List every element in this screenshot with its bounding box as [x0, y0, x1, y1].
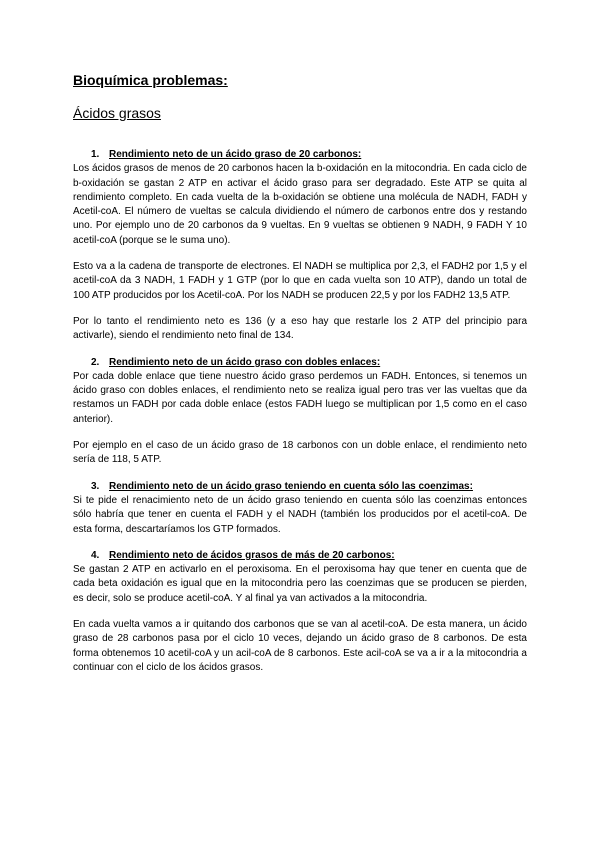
document-body	[73, 148, 527, 675]
section-1-number: 1.	[91, 149, 100, 160]
section-1-paragraph-3: Por lo tanto el rendimiento neto es 136 (y a eso hay que restarle los 2 ATP del principio para activarle), siendo el rendimiento neto final de 134.	[73, 315, 527, 342]
section-1	[73, 148, 527, 344]
section-4-heading-text: Rendimiento neto de ácidos grasos de más de 20 carbonos:	[109, 549, 395, 561]
section-3-heading	[73, 480, 527, 494]
section-2-heading-text: Rendimiento neto de un ácido graso con dobles enlaces:	[109, 356, 381, 368]
section-1-heading-text: Rendimiento neto de un ácido graso de 20 carbonos:	[109, 149, 362, 160]
section-4-number: 4.	[91, 549, 100, 561]
section-4-heading	[73, 549, 527, 563]
section-4-paragraph-2: En cada vuelta vamos a ir quitando dos carbonos que se van al acetil-coA. De esta manera, un ácido graso de 28 carbonos pasa por el ciclo 10 veces, dejando un ácido graso de 8 carbonos. De esta forma obtenemos 10 acetil-coA y un acil-coA de 8 carbonos. Este acil-coA se va a ir a la mitocondria a continuar con el ciclo de los ácidos grasos.	[73, 619, 527, 673]
section-2-paragraph-2: Por ejemplo en el caso de un ácido graso de 18 carbonos con un doble enlace, el rendimiento neto sería de 118, 5 ATP.	[73, 440, 527, 466]
section-2-number: 2.	[91, 356, 100, 368]
section-4	[73, 549, 527, 675]
section-1-paragraph-2: Esto va a la cadena de transporte de electrones. El NADH se multiplica por 2,3, el FADH2 por 1,5 y el acetil-coA da 3 NADH, 1 FADH y 1 GTP (por lo que en cada vuelta son 10 ATP), dando un total de 100 ATP producidos por los Acetil-coA. Por los NADH se producen 22,5 y por los FADH2 13,5 ATP.	[73, 261, 527, 301]
section-3-number: 3.	[91, 480, 100, 492]
section-1-heading	[73, 148, 527, 162]
document-subtitle: Ácidos grasos	[73, 105, 161, 121]
section-2-paragraph-1: Por cada doble enlace que tiene nuestro ácido graso perdemos un FADH. Entonces, si tenemos un ácido graso con dobles enlaces, el rendimiento neto se realiza igual pero tras ver las vueltas que da restamos un FADH por cada doble enlace (estos FADH luego se multiplican por 1,5 como en el caso anterior).	[73, 370, 527, 425]
document-title: Bioquímica problemas:	[73, 72, 228, 88]
section-3-paragraph-1: Si te pide el renacimiento neto de un ácido graso teniendo en cuenta sólo las coenzimas entonces sólo habría que tener en cuenta el FADH y el NADH (también los producidos por el acetil-coA. De esta forma, descartaríamos los GTP formados.	[73, 494, 527, 535]
section-2	[73, 356, 527, 468]
section-3-heading-text: Rendimiento neto de un ácido graso teniendo en cuenta sólo las coenzimas:	[109, 480, 473, 492]
section-1-paragraph-1: Los ácidos grasos de menos de 20 carbonos hacen la b-oxidación en la mitocondria. En cada ciclo de b-oxidación se gastan 2 ATP en activar el ácido graso para ser degradado. Este ATP se quita al rendimiento completo. En cada vuelta de la b-oxidación se obtiene una molécula de NADH, FADH y Acetil-coA. El número de vueltas se calcula dividiendo el número de carbonos entre dos y restando uno. Por ejemplo uno de 20 carbonos da 9 vueltas. En 9 vueltas se obtienen 9 NADH, 9 FADH Y 10 acetil-coA (porque se le suma uno).	[73, 163, 527, 246]
section-4-paragraph-1: Se gastan 2 ATP en activarlo en el peroxisoma. En el peroxisoma hay que tener en cuenta que de cada beta oxidación es igual que en la mitocondria pero las coenzimas que se producen se pierden, es decir, solo se produce acetil-coA. Y al final ya van activados a la mitocondria.	[73, 564, 527, 604]
section-3	[73, 480, 527, 537]
section-2-heading	[73, 356, 527, 370]
